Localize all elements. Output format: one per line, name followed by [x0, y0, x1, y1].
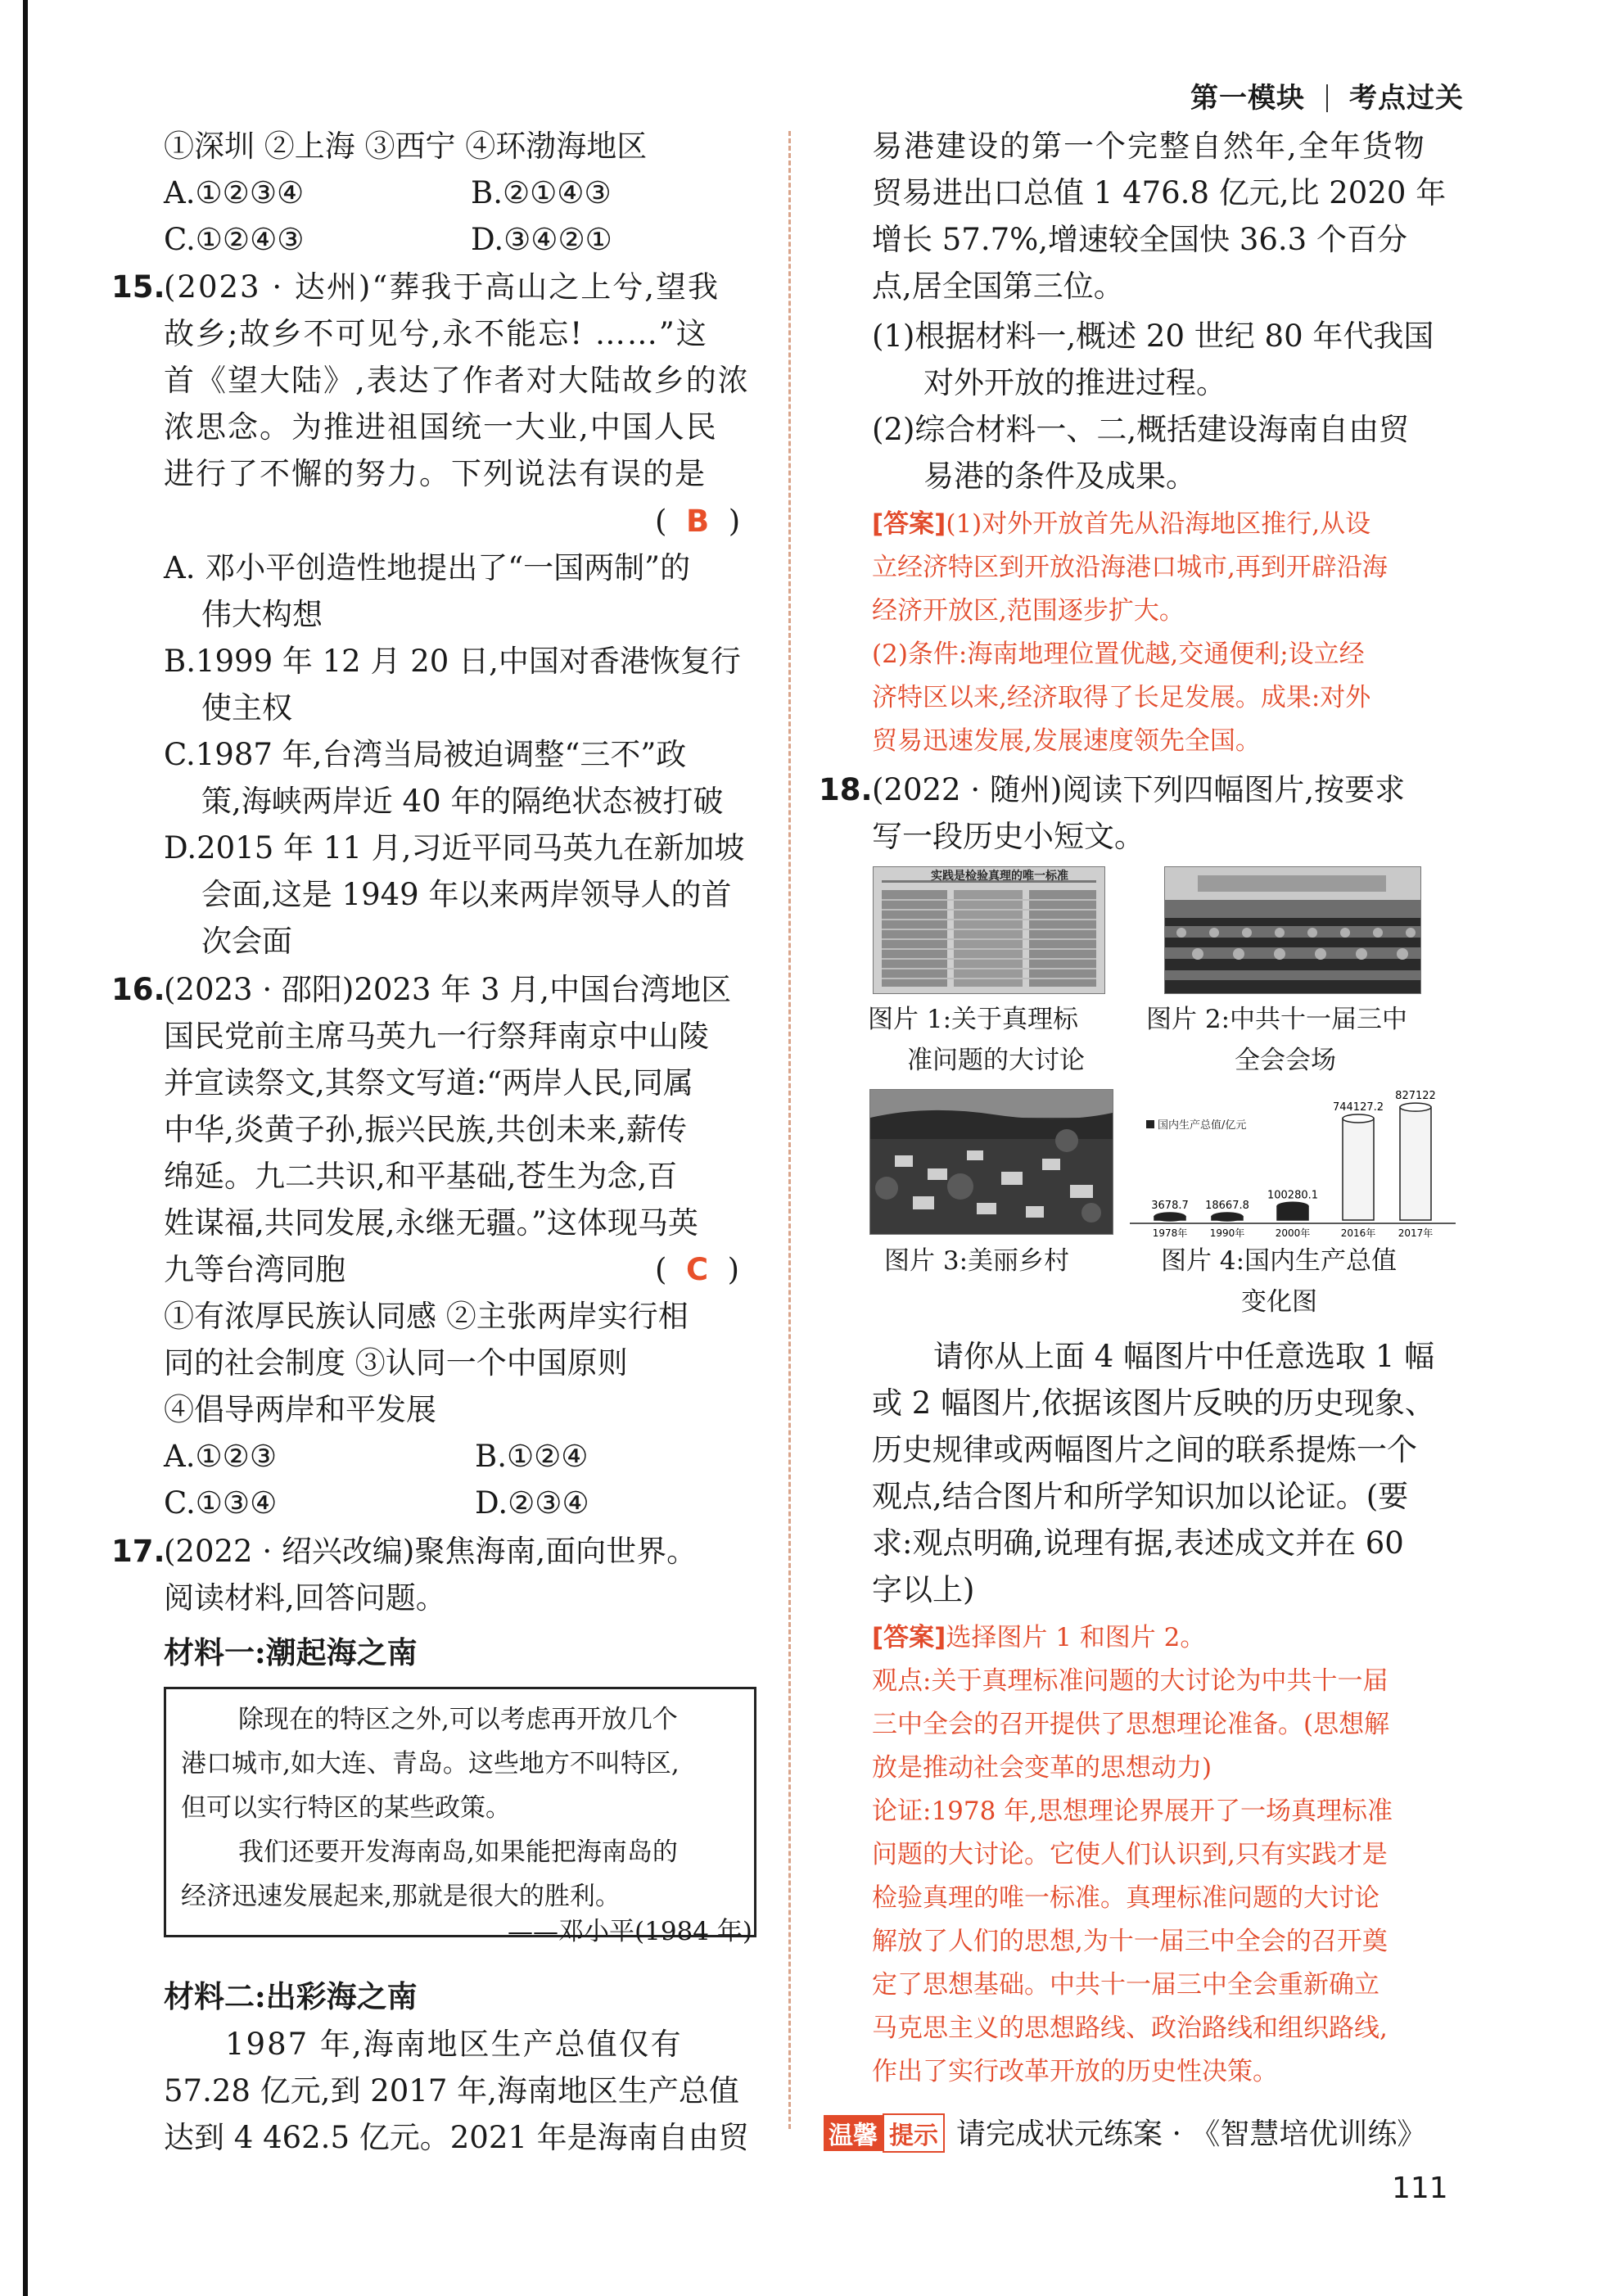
q18-answer-line-4: 论证:1978 年,思想理论界展开了一场真理标准	[872, 1797, 1393, 1826]
q15-option-line-2: 伟大构想	[201, 597, 323, 632]
q17-answer-line-2: 立经济特区到开放沿海港口城市,再到开辟沿海	[872, 553, 1388, 582]
header-module: 第一模块	[1190, 82, 1305, 115]
q17-answer-line-3: 经济开放区,范围逐步扩大。	[872, 596, 1185, 626]
gdp-bar-2017年	[1400, 1107, 1431, 1220]
q18-prompt-line-2: 或 2 幅图片,依据该图片反映的历史现象、	[872, 1385, 1435, 1421]
q16-line-2: 国民党前主席马英九一行祭拜南京中山陵	[164, 1019, 709, 1054]
q18-answer-line-3: 放是推动社会变革的思想动力)	[872, 1753, 1212, 1783]
caption-1-line-1: 图片 1:关于真理标	[868, 1005, 1079, 1034]
material-1-box	[164, 1687, 756, 1937]
q18-prompt-line-6: 字以上)	[872, 1572, 975, 1607]
caption-4-line-1: 图片 4:国内生产总值	[1161, 1246, 1398, 1276]
q15-line-5: 进行了不懈的努力。下列说法有误的是	[164, 456, 707, 491]
q14-option-d: D.③④②①	[471, 222, 612, 257]
q15-answer-letter: B	[685, 504, 710, 539]
q16-option-b: B.①②④	[475, 1439, 589, 1474]
q16-option-c: C.①③④	[164, 1485, 278, 1521]
q17-m2-line-2: 57.28 亿元,到 2017 年,海南地区生产总值	[164, 2073, 739, 2108]
q17-material-1-title: 材料一:潮起海之南	[164, 1634, 418, 1670]
q16-line-5: 绵延。九二共识,和平基础,苍生为念,百	[164, 1159, 678, 1194]
q16-option-a: A.①②③	[164, 1439, 277, 1474]
newspaper-image	[873, 866, 1105, 994]
q16-statement-line-3: ④倡导两岸和平发展	[164, 1392, 436, 1427]
q18-answer-line-6: 检验真理的唯一标准。真理标准问题的大讨论	[872, 1883, 1379, 1913]
q18-answer-first: 选择图片 1 和图片 2。	[946, 1623, 1206, 1652]
q15-option-line-9: 次会面	[201, 924, 292, 959]
q16-line-3: 并宣读祭文,其祭文写道:“两岸人民,同属	[164, 1065, 693, 1101]
q17-material-2-title: 材料二:出彩海之南	[164, 1978, 418, 2014]
village-image	[869, 1089, 1113, 1235]
q17-number: 17.	[111, 1534, 165, 1569]
q17-line-1: (2022 · 绍兴改编)聚焦海南,面向世界。	[164, 1534, 698, 1569]
header-section: 考点过关	[1349, 82, 1464, 115]
chart-legend-label: 国内生产总值/亿元	[1158, 1119, 1247, 1132]
q16-answer-letter: C	[685, 1252, 709, 1287]
page-header	[1190, 75, 1464, 115]
binding-edge	[23, 0, 28, 2296]
q18-answer-line-2: 三中全会的召开提供了思想理论准备。(思想解	[872, 1710, 1390, 1739]
box-line-3: 但可以实行特区的某些政策。	[181, 1793, 511, 1823]
q17-answer-text-1: (1)对外开放首先从沿海地区推行,从设	[946, 509, 1371, 539]
q18-number: 18.	[819, 772, 873, 807]
q18-answer-line-0	[872, 1616, 1205, 1660]
village-drawing	[870, 1090, 1113, 1234]
gdp-value-label-2016年: 744127.2	[1332, 1101, 1384, 1114]
newspaper-drawing	[874, 867, 1104, 993]
chart-legend-swatch	[1146, 1120, 1154, 1128]
q15-line-2: 故乡;故乡不可见兮,永不能忘! ……”这	[164, 316, 708, 351]
gdp-bar-top-1978年	[1154, 1213, 1185, 1221]
gdp-bar-top-2017年	[1400, 1103, 1431, 1111]
plenum-hall-image	[1164, 866, 1421, 994]
q18-line-1: (2022 · 随州)阅读下列四幅图片,按要求	[872, 772, 1406, 807]
caption-2-line-2: 全会会场	[1235, 1046, 1336, 1075]
q18-answer-line-1: 观点:关于真理标准问题的大讨论为中共十一届	[872, 1666, 1389, 1696]
box-line-1: 除现在的特区之外,可以考虑再开放几个	[238, 1705, 678, 1734]
gdp-category-label-2000年: 2000年	[1275, 1227, 1311, 1239]
q14-option-c: C.①②④③	[164, 222, 305, 257]
q17-sub-2-line-2: 易港的条件及成果。	[923, 459, 1196, 494]
gdp-bar-top-2000年	[1277, 1202, 1308, 1210]
page-number: 111	[1392, 2172, 1448, 2205]
q18-answer-line-7: 解放了人们的思想,为十一届三中全会的召开奠	[872, 1927, 1388, 1956]
gdp-bar-top-1990年	[1212, 1213, 1243, 1221]
q18-prompt-line-3: 历史规律或两幅图片之间的联系提炼一个	[872, 1432, 1417, 1467]
q16-line-6: 姓谋福,共同发展,永继无疆。”这体现马英	[164, 1205, 698, 1241]
gdp-chart	[1130, 1081, 1457, 1245]
caption-4-line-2: 变化图	[1241, 1287, 1317, 1317]
q14-option-b: B.②①④③	[471, 175, 612, 210]
q16-line-1: (2023 · 邵阳)2023 年 3 月,中国台湾地区	[164, 972, 732, 1007]
q18-answer-tag: [答案]	[872, 1623, 946, 1652]
q17-sub-1-line-1: (1)根据材料一,概述 20 世纪 80 年代我国	[872, 319, 1434, 354]
q16-line-4: 中华,炎黄子孙,振兴民族,共创未来,薪传	[164, 1112, 688, 1147]
footer-badge-warm: 温馨	[824, 2115, 883, 2151]
q17-sub-1-line-2: 对外开放的推进过程。	[923, 365, 1226, 400]
q18-answer-line-5: 问题的大讨论。它使人们认识到,只有实践才是	[872, 1840, 1388, 1869]
q18-prompt-line-5: 求:观点明确,说理有据,表述成文并在 60	[872, 1525, 1404, 1561]
q15-line-4: 浓思念。为推进祖国统一大业,中国人民	[164, 409, 718, 445]
plenum-hall-drawing	[1165, 867, 1420, 993]
gdp-category-label-1990年: 1990年	[1209, 1227, 1245, 1239]
q16-statement-line-1: ①有浓厚民族认同感 ②主张两岸实行相	[164, 1299, 689, 1334]
q16-statement-line-2: 同的社会制度 ③认同一个中国原则	[164, 1345, 628, 1381]
caption-3: 图片 3:美丽乡村	[884, 1246, 1070, 1276]
header-separator	[1326, 84, 1328, 112]
gdp-category-label-2016年: 2016年	[1340, 1227, 1376, 1239]
q17-right-line-2: 贸易进出口总值 1 476.8 亿元,比 2020 年	[872, 175, 1447, 210]
q16-option-d: D.②③④	[475, 1485, 589, 1521]
q18-answer-line-9: 马克思主义的思想路线、政治路线和组织路线,	[872, 2014, 1388, 2043]
q15-option-line-6: 策,海峡两岸近 40 年的隔绝状态被打破	[201, 784, 724, 819]
box-line-4: 我们还要开发海南岛,如果能把海南岛的	[238, 1837, 678, 1867]
gdp-value-label-1978年: 3678.7	[1151, 1200, 1189, 1212]
q17-right-line-4: 点,居全国第三位。	[872, 269, 1124, 304]
q17-answer-line-6: 贸易迅速发展,发展速度领先全国。	[872, 726, 1261, 756]
caption-2-line-1: 图片 2:中共十一届三中	[1146, 1005, 1408, 1034]
gdp-category-label-1978年: 1978年	[1152, 1227, 1188, 1239]
q17-answer-line-1	[872, 503, 1370, 546]
gdp-chart-svg	[1130, 1081, 1457, 1245]
q17-line-2: 阅读材料,回答问题。	[164, 1580, 446, 1616]
q18-line-2: 写一段历史小短文。	[872, 819, 1145, 854]
q15-line-3: 首《望大陆》,表达了作者对大陆故乡的浓	[164, 363, 750, 398]
q15-option-line-3: B.1999 年 12 月 20 日,中国对香港恢复行	[164, 644, 741, 679]
q18-answer-line-8: 定了思想基础。中共十一届三中全会重新确立	[872, 1970, 1379, 2000]
gdp-bar-top-2016年	[1343, 1114, 1374, 1123]
q17-m2-line-1: 1987 年,海南地区生产总值仅有	[225, 2027, 683, 2062]
q17-answer-line-5: 济特区以来,经济取得了长足发展。成果:对外	[872, 683, 1371, 712]
q18-prompt-line-4: 观点,结合图片和所学知识加以论证。(要	[872, 1479, 1409, 1514]
q17-sub-2-line-1: (2)综合材料一、二,概括建设海南自由贸	[872, 412, 1410, 447]
gdp-category-label-2017年: 2017年	[1398, 1227, 1434, 1239]
caption-1-line-2: 准问题的大讨论	[907, 1046, 1085, 1075]
q15-option-line-7: D.2015 年 11 月,习近平同马英九在新加坡	[164, 830, 745, 866]
gdp-value-label-2017年: 827122	[1395, 1090, 1436, 1103]
footer-tip	[824, 2111, 1426, 2153]
q15-option-line-4: 使主权	[201, 690, 292, 725]
q15-option-line-1: A. 邓小平创造性地提出了“一国两制”的	[164, 550, 691, 585]
q14-options-line: ①深圳 ②上海 ③西宁 ④环渤海地区	[164, 129, 648, 164]
box-line-5: 经济迅速发展起来,那就是很大的胜利。	[181, 1882, 621, 1911]
newspaper-headline: 实践是检验真理的唯一标准	[931, 870, 1068, 883]
q17-answer-tag: [答案]	[872, 509, 946, 539]
q15-option-line-8: 会面,这是 1949 年以来两岸领导人的首	[201, 877, 732, 912]
q15-line-1: (2023 · 达州)“葬我于高山之上兮,望我	[164, 269, 720, 305]
q16-answer: ( C )	[655, 1252, 740, 1287]
q14-option-a: A.①②③④	[164, 175, 305, 210]
column-divider	[788, 131, 791, 2129]
q18-prompt-line-1: 请你从上面 4 幅图片中任意选取 1 幅	[933, 1339, 1435, 1374]
q17-answer-line-4: (2)条件:海南地理位置优越,交通便利;设立经	[872, 640, 1365, 669]
gdp-value-label-1990年: 18667.8	[1205, 1200, 1249, 1212]
footer-badge-tip: 提示	[883, 2113, 945, 2153]
q17-right-line-1: 易港建设的第一个完整自然年,全年货物	[872, 129, 1426, 164]
gdp-bar-2016年	[1343, 1119, 1374, 1220]
box-source: ——邓小平(1984 年)	[508, 1917, 752, 1946]
q17-m2-line-3: 达到 4 462.5 亿元。2021 年是海南自由贸	[164, 2120, 749, 2155]
q16-number: 16.	[111, 972, 165, 1007]
q15-option-line-5: C.1987 年,台湾当局被迫调整“三不”政	[164, 737, 687, 772]
q15-answer: ( B )	[655, 504, 741, 539]
q18-answer-line-10: 作出了实行改革开放的历史性决策。	[872, 2057, 1278, 2086]
q17-right-line-3: 增长 57.7%,增速较全国快 36.3 个百分	[872, 222, 1407, 257]
box-line-2: 港口城市,如大连、青岛。这些地方不叫特区,	[181, 1749, 680, 1778]
gdp-value-label-2000年: 100280.1	[1267, 1189, 1319, 1202]
q15-number: 15.	[111, 269, 165, 305]
q16-line-7: 九等台湾同胞	[164, 1252, 345, 1287]
footer-text: 请完成状元练案 · 《智慧培优训练》	[956, 2117, 1427, 2151]
